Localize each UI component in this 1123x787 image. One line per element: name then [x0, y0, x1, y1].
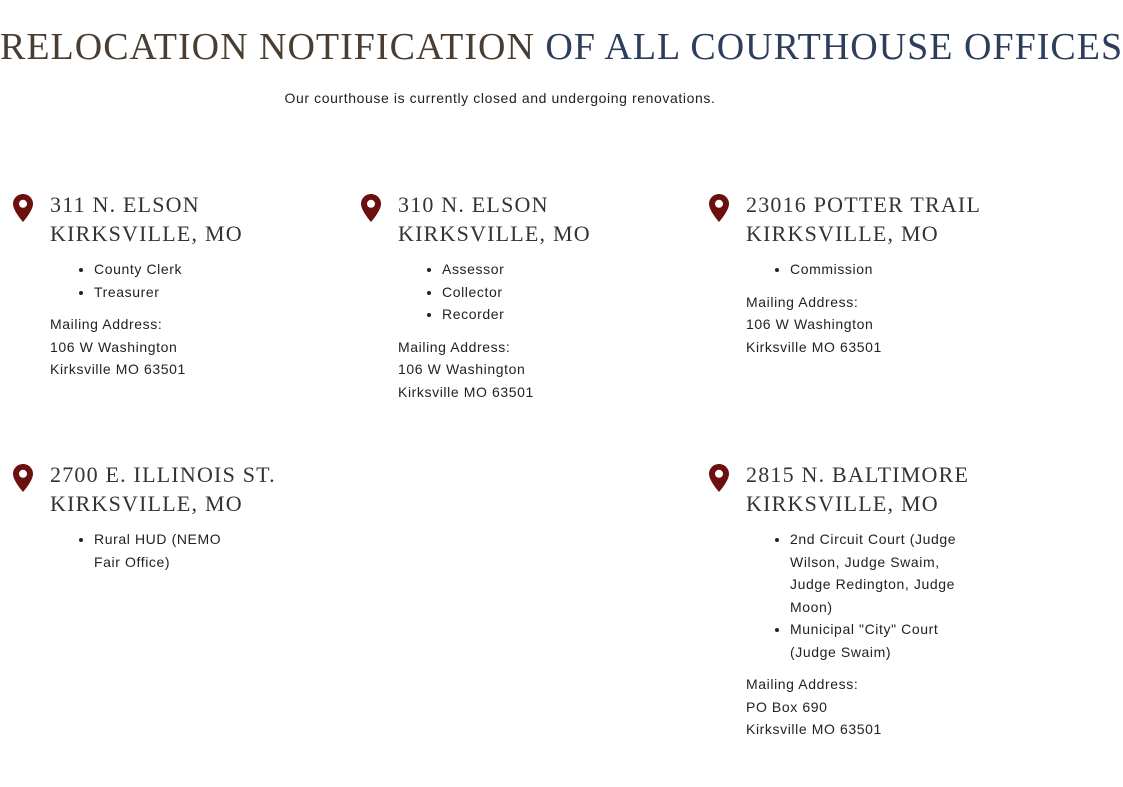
title-part-accent: OF ALL COURTHOUSE OFFICES — [545, 26, 1123, 68]
office-list — [50, 258, 300, 303]
office-item: • Recorder — [442, 303, 648, 326]
map-pin-icon — [13, 464, 33, 492]
map-pin-icon — [361, 194, 381, 222]
mailing-line-2: Kirksville MO 63501 — [398, 383, 534, 400]
location-street: 2815 N. BALTIMORE — [746, 462, 970, 487]
mailing-line-2: Kirksville MO 63501 — [50, 361, 186, 377]
office-list — [398, 258, 648, 326]
office-item: • Collector — [442, 281, 648, 304]
office-item: • County Clerk — [94, 258, 300, 281]
location-heading — [50, 190, 300, 248]
office-item: • Assessor — [442, 258, 648, 281]
mailing-label: Mailing Address: — [50, 316, 163, 332]
mailing-line-2: Kirksville MO 63501 — [746, 721, 882, 737]
location-heading — [746, 460, 996, 518]
office-item: • Municipal "City" Court (Judge Swaim) — [790, 618, 970, 663]
location-city: KIRKSVILLE, MO — [746, 491, 939, 516]
mailing-address — [746, 673, 996, 741]
location-street: 2700 E. ILLINOIS ST. — [50, 462, 276, 487]
mailing-label: Mailing Address: — [746, 293, 859, 310]
mailing-address — [398, 336, 648, 404]
map-pin-icon — [709, 464, 729, 492]
location-city: KIRKSVILLE, MO — [50, 491, 243, 516]
office-item: • 2nd Circuit Court (Judge Wilson, Judge Swaim, Judge Redington, Judge Moon) — [790, 528, 970, 618]
office-item: • Treasurer — [94, 281, 300, 304]
mailing-label: Mailing Address: — [398, 338, 511, 355]
office-item: • Rural HUD (NEMO Fair Office) — [94, 528, 244, 573]
location-city: KIRKSVILLE, MO — [746, 221, 939, 246]
mailing-line-1: PO Box 690 — [746, 698, 828, 715]
location-city: KIRKSVILLE, MO — [50, 221, 243, 246]
office-list — [50, 528, 244, 573]
location-heading — [50, 460, 300, 518]
mailing-line-2: Kirksville MO 63501 — [746, 338, 882, 355]
location-street: 23016 POTTER TRAIL — [746, 192, 982, 217]
office-list — [746, 528, 970, 663]
mailing-line-1: 106 W Washington — [398, 361, 526, 377]
location-city: KIRKSVILLE, MO — [398, 221, 591, 246]
mailing-address — [746, 291, 996, 359]
page-title — [0, 24, 1123, 70]
mailing-label: Mailing Address: — [746, 676, 859, 692]
mailing-address — [50, 313, 300, 381]
mailing-line-1: 106 W Washington — [50, 338, 178, 355]
location-street: 310 N. ELSON — [398, 192, 549, 217]
mailing-line-1: 106 W Washington — [746, 316, 874, 332]
map-pin-icon — [709, 194, 729, 222]
location-heading — [398, 190, 648, 248]
title-part-primary: RELOCATION NOTIFICATION — [0, 26, 535, 68]
location-street: 311 N. ELSON — [50, 192, 200, 217]
location-heading — [746, 190, 996, 248]
office-list — [746, 258, 996, 281]
office-item: • Commission — [790, 258, 996, 281]
map-pin-icon — [13, 194, 33, 222]
page-subtitle: Our courthouse is currently closed and undergoing renovations. — [284, 90, 716, 106]
